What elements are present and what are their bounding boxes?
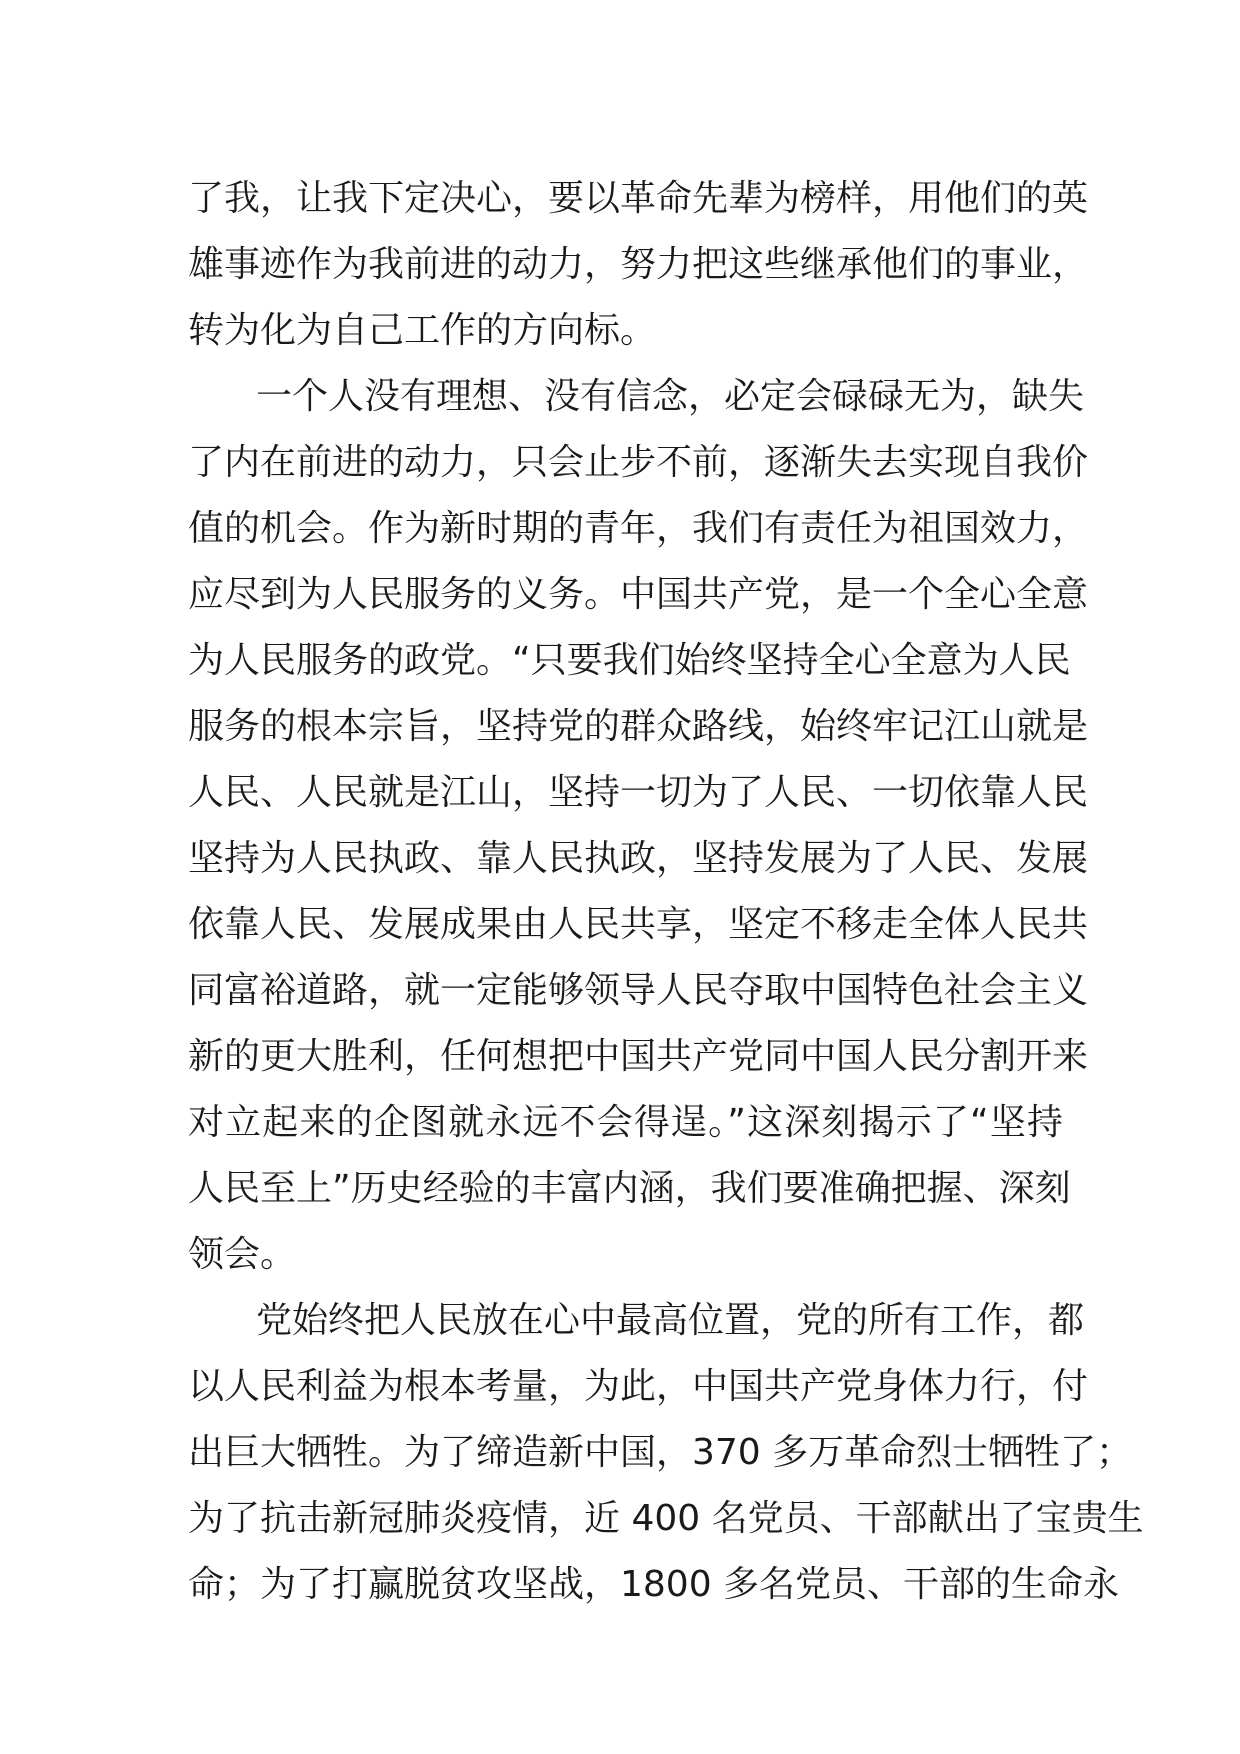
text-line: 服务的根本宗旨，坚持党的群众路线，始终牢记江山就是: [188, 706, 1089, 747]
text-line: 值的机会。作为新时期的青年，我们有责任为祖国效力，: [188, 508, 1089, 549]
text-line: 同富裕道路，就一定能够领导人民夺取中国特色社会主义: [188, 970, 1089, 1011]
text-line: 坚持为人民执政、靠人民执政，坚持发展为了人民、发展: [188, 838, 1089, 879]
text-line: 雄事迹作为我前进的动力，努力把这些继承他们的事业，: [188, 244, 1089, 285]
text-line: 领会。: [188, 1234, 297, 1275]
text-line: 应尽到为人民服务的义务。中国共产党，是一个全心全意: [188, 574, 1089, 615]
text-line: 了内在前进的动力，只会止步不前，逐渐失去实现自我价: [188, 442, 1089, 483]
text-line: 人民、人民就是江山，坚持一切为了人民、一切依靠人民: [188, 772, 1089, 813]
text-line: 新的更大胜利，任何想把中国共产党同中国人民分割开来: [188, 1036, 1089, 1077]
paragraph-3: [188, 1288, 1144, 1618]
text-line: 依靠人民、发展成果由人民共享，坚定不移走全体人民共: [188, 904, 1089, 945]
paragraph-2: [188, 364, 1089, 1288]
text-line: 了我，让我下定决心，要以革命先辈为榜样，用他们的英: [188, 178, 1089, 219]
text-line: 对立起来的企图就永远不会得逞。”这深刻揭示了“坚持: [188, 1102, 1063, 1143]
text-line: 出巨大牺牲。为了缔造新中国，370 多万革命烈士牺牲了；: [188, 1432, 1133, 1473]
paragraph-1: [188, 166, 1089, 364]
text-line: 一个人没有理想、没有信念，必定会碌碌无为，缺失: [256, 376, 1085, 417]
text-line: 人民至上”历史经验的丰富内涵，我们要准确把握、深刻: [188, 1168, 1071, 1209]
text-line: 以人民利益为根本考量，为此，中国共产党身体力行，付: [188, 1366, 1089, 1407]
text-line: 为人民服务的政党。“只要我们始终坚持全心全意为人民: [188, 640, 1071, 681]
text-line: 命；为了打赢脱贫攻坚战，1800 多名党员、干部的生命永: [188, 1564, 1120, 1605]
document-body: [188, 166, 1144, 1618]
text-line: 为了抗击新冠肺炎疫情，近 400 名党员、干部献出了宝贵生: [188, 1498, 1144, 1539]
text-line: 党始终把人民放在心中最高位置，党的所有工作，都: [256, 1300, 1085, 1341]
text-line: 转为化为自己工作的方向标。: [188, 310, 657, 351]
